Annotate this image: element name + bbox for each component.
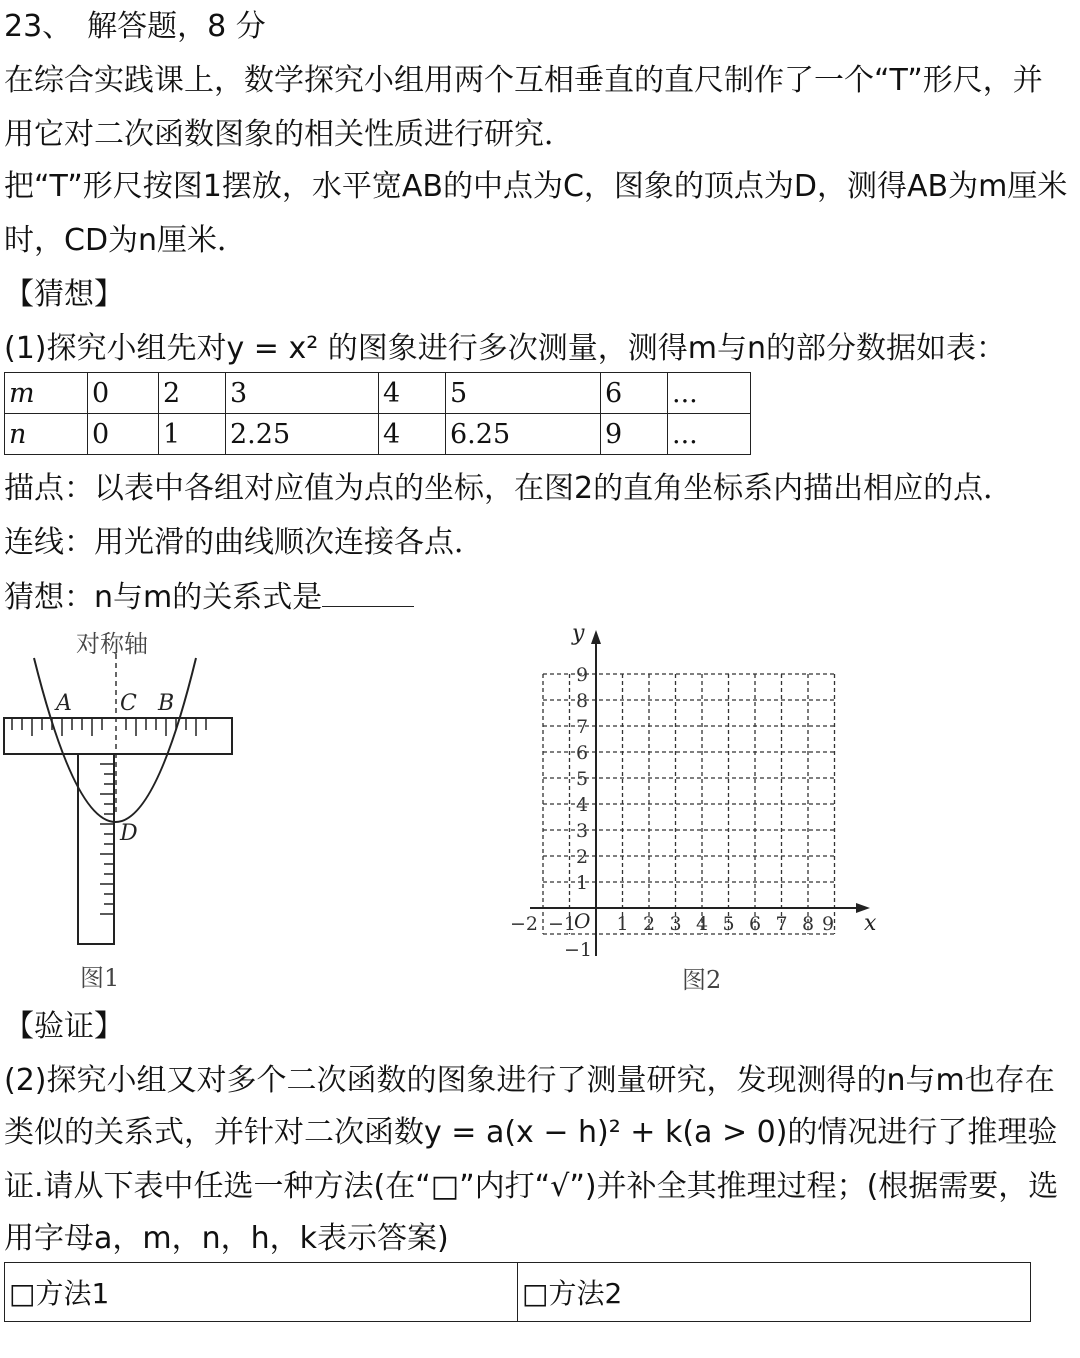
figure-2-coordinate-grid: [490, 618, 890, 1002]
table-cell: 1: [159, 414, 226, 455]
y-tick-labels: [576, 664, 588, 894]
svg-text:4: 4: [575, 794, 589, 816]
svg-text:3: 3: [669, 913, 682, 935]
label-b: B: [158, 691, 175, 716]
method-selection-table: [4, 1262, 1031, 1322]
figure-2-caption: 图2: [682, 966, 722, 994]
vertical-ruler-ticks: [100, 764, 114, 914]
y-axis-arrow-icon: [591, 630, 601, 644]
conjecture-text: 猜想：n与m的关系式是: [4, 580, 323, 615]
table-row-n: [5, 414, 751, 455]
part2-line-4: 用字母a，m，n，h，k表示答案): [4, 1221, 449, 1256]
verify-title: 【验证】: [4, 1009, 124, 1044]
connect-instruction: 连线：用光滑的曲线顺次连接各点．: [4, 525, 484, 560]
table-cell: n: [5, 414, 88, 455]
table-cell: 0: [88, 373, 159, 414]
y-axis-label: y: [572, 621, 585, 646]
svg-text:4: 4: [695, 913, 709, 935]
table-row-m: [5, 373, 751, 414]
svg-text:−1: −1: [563, 939, 593, 961]
table-cell: 6: [601, 373, 668, 414]
svg-text:5: 5: [575, 768, 589, 790]
x-axis-label: x: [864, 911, 877, 936]
plot-instruction: 描点：以表中各组对应值为点的坐标，在图2的直角坐标系内描出相应的点．: [4, 471, 1014, 506]
svg-text:1: 1: [575, 872, 589, 894]
method-1-option[interactable]: □方法1: [5, 1263, 518, 1322]
svg-text:9: 9: [821, 913, 835, 935]
svg-text:6: 6: [575, 742, 589, 764]
label-c: C: [120, 691, 137, 716]
vertical-ruler: [78, 754, 114, 944]
svg-text:8: 8: [575, 690, 589, 712]
table-cell: 3: [226, 373, 379, 414]
table-cell: m: [5, 373, 88, 414]
table-row: [5, 1263, 1031, 1322]
table-cell: 4: [379, 373, 446, 414]
question-header: 23、 解答题，8 分: [4, 9, 266, 44]
svg-text:−2: −2: [509, 913, 539, 935]
svg-text:2: 2: [575, 846, 589, 868]
method-2-option[interactable]: □方法2: [518, 1263, 1031, 1322]
axis-label: 对称轴: [76, 630, 148, 658]
mn-data-table: [4, 372, 751, 455]
table-cell: ...: [668, 373, 751, 414]
svg-text:6: 6: [748, 913, 762, 935]
horizontal-ruler: [4, 718, 232, 754]
svg-text:8: 8: [801, 913, 815, 935]
guess-title: 【猜想】: [4, 277, 124, 312]
intro-line-4: 时，CD为n厘米．: [4, 223, 248, 258]
part2-line-1: (2)探究小组又对多个二次函数的图象进行了测量研究，发现测得的n与m也存在: [4, 1063, 1055, 1098]
table-cell: 0: [88, 414, 159, 455]
table-cell: ...: [668, 414, 751, 455]
table-cell: 2.25: [226, 414, 379, 455]
x-tick-labels: [616, 913, 834, 935]
answer-blank[interactable]: [322, 580, 414, 607]
svg-text:2: 2: [642, 913, 656, 935]
figure-1-caption: 图1: [80, 964, 120, 992]
part2-line-2: 类似的关系式，并针对二次函数y = a(x − h)² + k(a > 0)的情况进行了推理验: [4, 1115, 1058, 1150]
part1-text: (1)探究小组先对y = x² 的图象进行多次测量，测得m与n的部分数据如表：: [4, 331, 1007, 366]
svg-text:1: 1: [616, 913, 629, 935]
table-cell: 4: [379, 414, 446, 455]
svg-text:7: 7: [575, 716, 589, 738]
intro-line-3: 把“T”形尺按图1摆放，水平宽AB的中点为C，图象的顶点为D，测得AB为m厘米: [4, 169, 1068, 204]
svg-text:7: 7: [775, 913, 788, 935]
table-cell: 5: [446, 373, 601, 414]
figure-1-t-ruler: [0, 622, 260, 1002]
table-cell: 9: [601, 414, 668, 455]
table-cell: 6.25: [446, 414, 601, 455]
intro-line-2: 用它对二次函数图象的相关性质进行研究．: [4, 117, 574, 152]
svg-text:5: 5: [722, 913, 735, 935]
intro-line-1: 在综合实践课上，数学探究小组用两个互相垂直的直尺制作了一个“T”形尺，并: [4, 63, 1043, 98]
label-d: D: [120, 821, 138, 846]
part2-line-3: 证.请从下表中任选一种方法(在“□”内打“√”)并补全其推理过程；(根据需要，选: [4, 1169, 1059, 1204]
conjecture-line: [4, 580, 414, 613]
table-cell: 2: [159, 373, 226, 414]
svg-text:9: 9: [575, 664, 589, 686]
label-a: A: [56, 691, 72, 716]
origin-label: O: [574, 909, 591, 933]
svg-text:3: 3: [575, 820, 589, 842]
svg-text:−1: −1: [547, 913, 577, 935]
